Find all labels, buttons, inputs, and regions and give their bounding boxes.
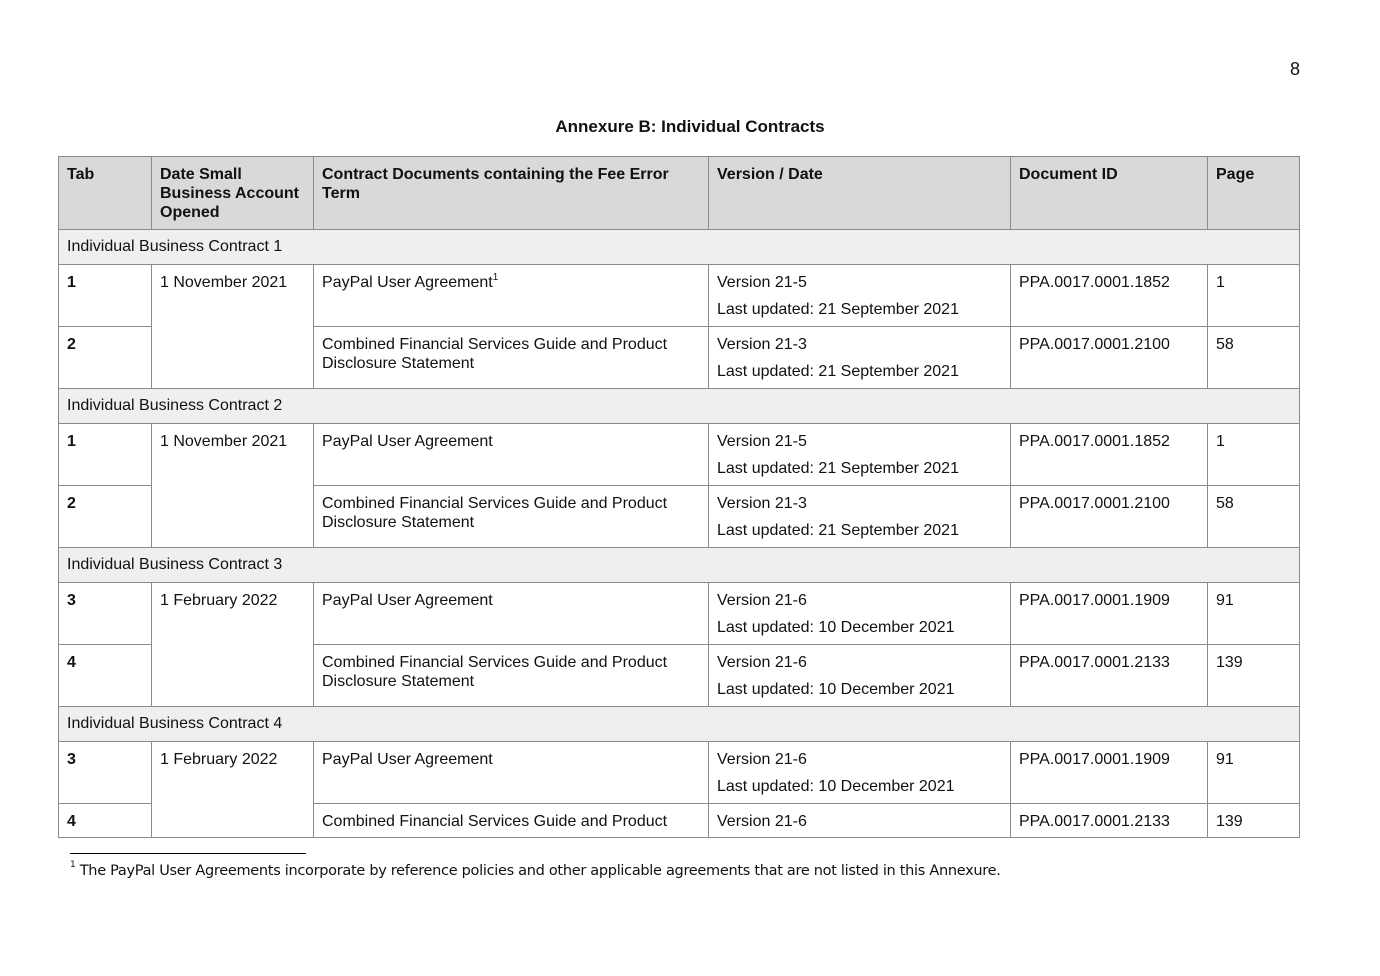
version-text: Version 21-3 xyxy=(717,336,807,353)
header-page: Page xyxy=(1208,157,1300,230)
footnote-ref: 1 xyxy=(492,271,499,283)
document-id-cell: PPA.0017.0001.1852 xyxy=(1011,424,1208,486)
document-cell: PayPal User Agreement xyxy=(314,742,709,804)
date-opened-cell: 1 November 2021 xyxy=(152,424,314,548)
document-id-cell: PPA.0017.0001.2100 xyxy=(1011,327,1208,389)
table-header-row xyxy=(59,157,1300,230)
group-label: Individual Business Contract 3 xyxy=(59,548,1300,583)
group-label: Individual Business Contract 2 xyxy=(59,389,1300,424)
page-cell: 91 xyxy=(1208,583,1300,645)
page-cell: 139 xyxy=(1208,804,1300,838)
version-cell xyxy=(709,645,1011,707)
document-name: PayPal User Agreement xyxy=(322,274,493,291)
date-opened-cell: 1 November 2021 xyxy=(152,265,314,389)
document-id-cell: PPA.0017.0001.1909 xyxy=(1011,583,1208,645)
table-row xyxy=(59,265,1300,327)
tab-cell: 3 xyxy=(59,583,152,645)
tab-cell: 4 xyxy=(59,804,152,838)
page-cell: 58 xyxy=(1208,327,1300,389)
version-text: Version 21-6 xyxy=(717,592,807,609)
updated-text: Last updated: 21 September 2021 xyxy=(717,301,959,318)
date-opened-cell: 1 February 2022 xyxy=(152,583,314,707)
footnote-text: The PayPal User Agreements incorporate by reference policies and other applicable agreements that are not listed in this Annexure. xyxy=(79,863,1001,879)
date-opened-cell: 1 February 2022 xyxy=(152,742,314,838)
group-row xyxy=(59,548,1300,583)
updated-text: Last updated: 21 September 2021 xyxy=(717,363,959,380)
document-cell: Combined Financial Services Guide and Product Disclosure Statement xyxy=(314,486,709,548)
updated-text: Last updated: 10 December 2021 xyxy=(717,619,955,636)
group-row xyxy=(59,707,1300,742)
footnote-separator xyxy=(70,853,306,854)
page-cell: 139 xyxy=(1208,645,1300,707)
version-text: Version 21-3 xyxy=(717,495,807,512)
updated-text: Last updated: 21 September 2021 xyxy=(717,460,959,477)
document-cell: Combined Financial Services Guide and Product Disclosure Statement xyxy=(314,327,709,389)
header-contract-documents: Contract Documents containing the Fee Error Term xyxy=(314,157,709,230)
group-label: Individual Business Contract 1 xyxy=(59,230,1300,265)
document-cell: Combined Financial Services Guide and Product Disclosure Statement xyxy=(314,645,709,707)
header-document-id: Document ID xyxy=(1011,157,1208,230)
version-text: Version 21-5 xyxy=(717,274,807,291)
version-text: Version 21-6 xyxy=(717,751,807,768)
page-number: 8 xyxy=(1290,59,1301,79)
document-id-cell: PPA.0017.0001.1852 xyxy=(1011,265,1208,327)
version-text: Version 21-6 xyxy=(717,654,807,671)
tab-cell: 2 xyxy=(59,486,152,548)
version-cell xyxy=(709,265,1011,327)
group-label: Individual Business Contract 4 xyxy=(59,707,1300,742)
page-cell: 58 xyxy=(1208,486,1300,548)
tab-cell: 1 xyxy=(59,424,152,486)
page-cell: 91 xyxy=(1208,742,1300,804)
document-cell: PayPal User Agreement xyxy=(314,583,709,645)
group-row xyxy=(59,230,1300,265)
tab-cell: 1 xyxy=(59,265,152,327)
page-cell: 1 xyxy=(1208,424,1300,486)
document-id-cell: PPA.0017.0001.2133 xyxy=(1011,645,1208,707)
version-cell xyxy=(709,486,1011,548)
header-date-opened: Date Small Business Account Opened xyxy=(152,157,314,230)
table-row xyxy=(59,742,1300,804)
updated-text: Last updated: 10 December 2021 xyxy=(717,778,955,795)
document-id-cell: PPA.0017.0001.1909 xyxy=(1011,742,1208,804)
table-row xyxy=(59,583,1300,645)
updated-text: Last updated: 21 September 2021 xyxy=(717,522,959,539)
footnote-marker: 1 xyxy=(70,860,76,871)
annexure-title: Annexure B: Individual Contracts xyxy=(555,117,825,136)
header-version-date: Version / Date xyxy=(709,157,1011,230)
group-row xyxy=(59,389,1300,424)
footnote xyxy=(70,860,1001,879)
document-cell: PayPal User Agreement xyxy=(314,424,709,486)
tab-cell: 2 xyxy=(59,327,152,389)
document-cell xyxy=(314,265,709,327)
version-cell xyxy=(709,742,1011,804)
document-cell: Combined Financial Services Guide and Product xyxy=(314,804,709,838)
version-cell: Version 21-6 xyxy=(709,804,1011,838)
header-tab: Tab xyxy=(59,157,152,230)
document-id-cell: PPA.0017.0001.2133 xyxy=(1011,804,1208,838)
contracts-table xyxy=(58,156,1300,838)
version-cell xyxy=(709,327,1011,389)
version-cell xyxy=(709,583,1011,645)
tab-cell: 4 xyxy=(59,645,152,707)
table-row xyxy=(59,424,1300,486)
document-id-cell: PPA.0017.0001.2100 xyxy=(1011,486,1208,548)
tab-cell: 3 xyxy=(59,742,152,804)
version-cell xyxy=(709,424,1011,486)
page-cell: 1 xyxy=(1208,265,1300,327)
version-text: Version 21-5 xyxy=(717,433,807,450)
updated-text: Last updated: 10 December 2021 xyxy=(717,681,955,698)
